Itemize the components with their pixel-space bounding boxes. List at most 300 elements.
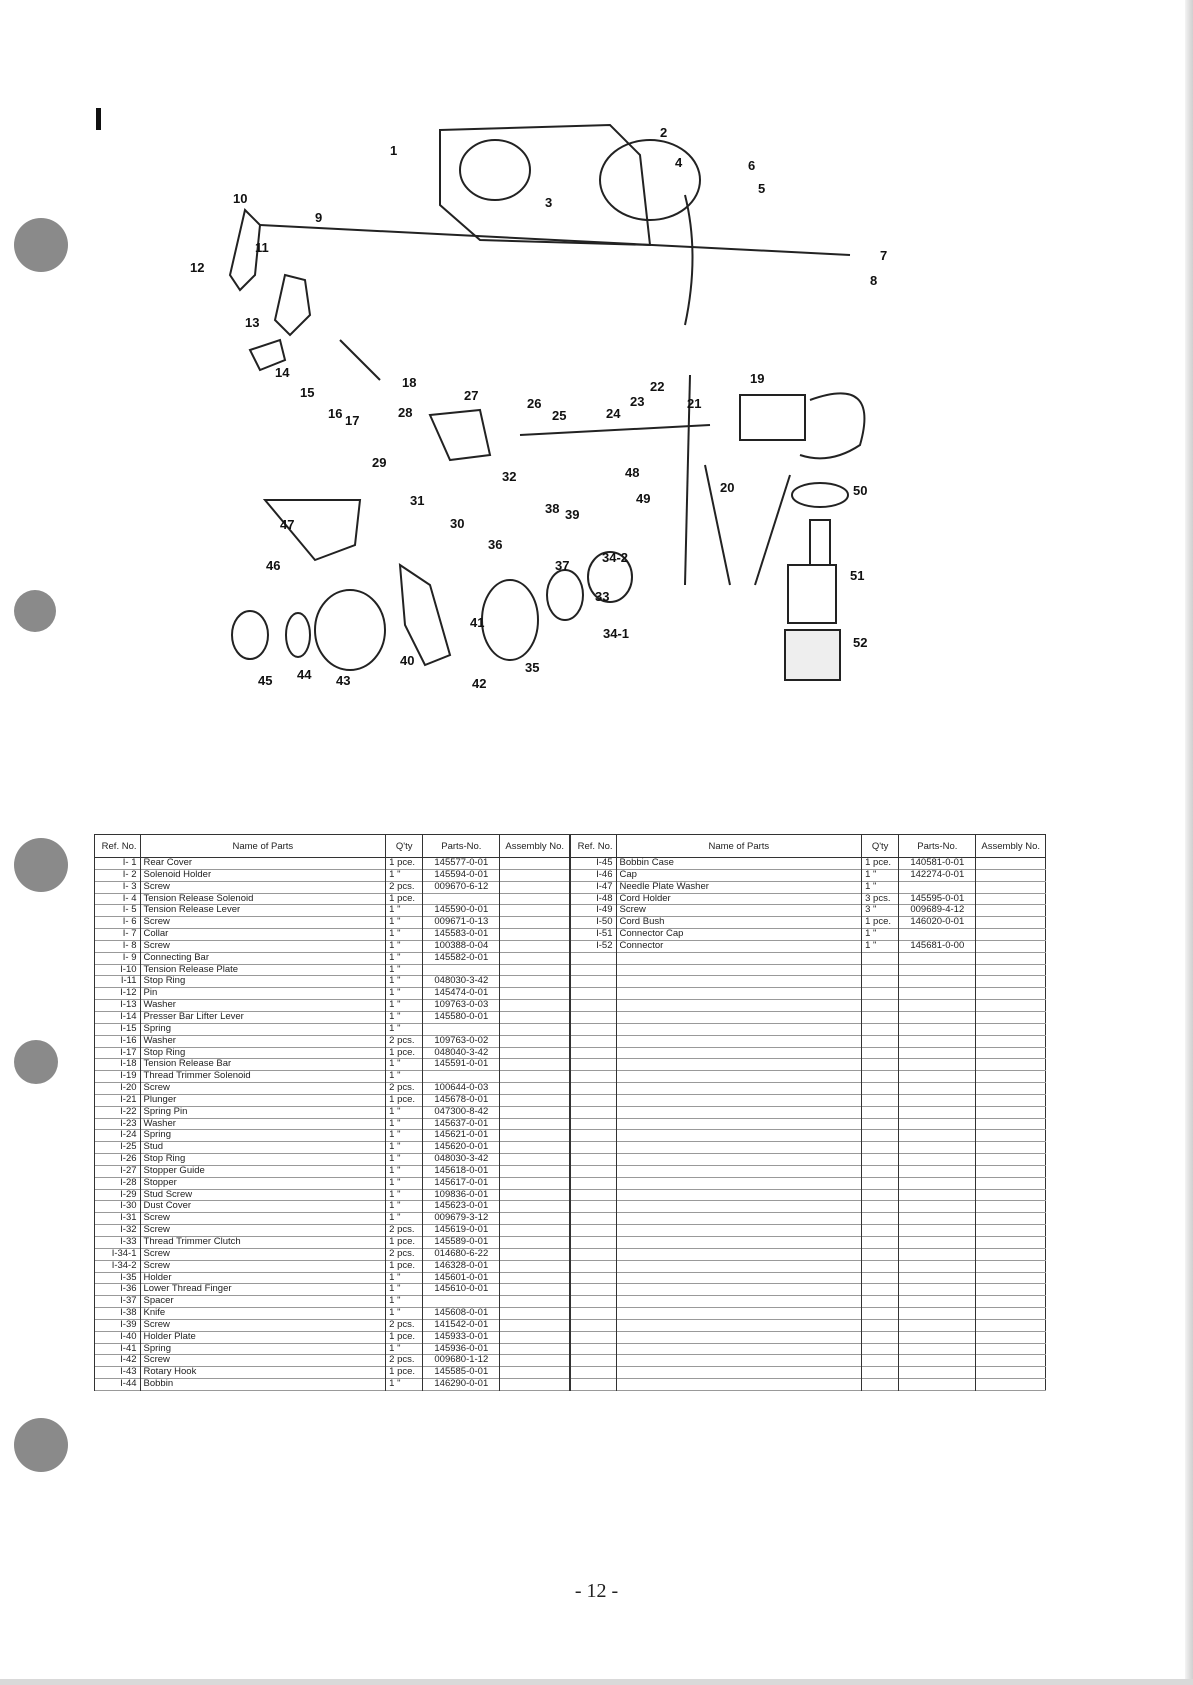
- cell-pn: 009679-3-12: [423, 1213, 500, 1225]
- cell-ref: I-17: [95, 1047, 141, 1059]
- cell-pn: 100388-0-04: [423, 940, 500, 952]
- cell-qty: [862, 1343, 899, 1355]
- cell-pn: 145678-0-01: [423, 1094, 500, 1106]
- svg-text:43: 43: [336, 673, 351, 688]
- cell-pn: 145601-0-01: [423, 1272, 500, 1284]
- cell-pn: 145933-0-01: [423, 1331, 500, 1343]
- header-qty: Q'ty: [386, 835, 423, 858]
- cell-qty: 1 pce.: [386, 1367, 423, 1379]
- cell-assembly: [976, 1284, 1046, 1296]
- cell-pn: 145618-0-01: [423, 1165, 500, 1177]
- cell-qty: [862, 1189, 899, 1201]
- svg-text:47: 47: [280, 517, 295, 532]
- cell-qty: 1 pce.: [386, 858, 423, 870]
- cell-pn: [899, 1319, 976, 1331]
- cell-ref: [570, 1106, 616, 1118]
- table-row: [95, 1177, 1046, 1189]
- cell-ref: I-30: [95, 1201, 141, 1213]
- cell-pn: 014680-6-22: [423, 1248, 500, 1260]
- cell-pn: [899, 1331, 976, 1343]
- svg-text:11: 11: [255, 240, 269, 255]
- cell-name: Stopper: [140, 1177, 386, 1189]
- cell-ref: [570, 964, 616, 976]
- cell-ref: I-47: [570, 881, 616, 893]
- svg-text:24: 24: [606, 406, 621, 421]
- binder-hole: [14, 218, 68, 272]
- cell-qty: [862, 1083, 899, 1095]
- cell-qty: 1 ": [386, 1343, 423, 1355]
- cell-qty: 1 ": [386, 1189, 423, 1201]
- cell-pn: [899, 1094, 976, 1106]
- cell-pn: 109763-0-02: [423, 1035, 500, 1047]
- cell-ref: I-45: [570, 858, 616, 870]
- svg-text:48: 48: [625, 465, 640, 480]
- cell-name: [616, 1035, 862, 1047]
- cell-name: Collar: [140, 929, 386, 941]
- cell-assembly: [976, 1106, 1046, 1118]
- cell-ref: [570, 1355, 616, 1367]
- cell-qty: [862, 988, 899, 1000]
- cell-pn: 145590-0-01: [423, 905, 500, 917]
- svg-text:26: 26: [527, 396, 542, 411]
- cell-qty: 1 ": [386, 940, 423, 952]
- table-row: [95, 1260, 1046, 1272]
- table-row: [95, 1284, 1046, 1296]
- cell-name: Stud Screw: [140, 1189, 386, 1201]
- cell-assembly: [500, 1106, 570, 1118]
- cell-qty: 1 ": [386, 1213, 423, 1225]
- svg-text:10: 10: [233, 191, 248, 206]
- cell-qty: 1 ": [386, 952, 423, 964]
- cell-ref: [570, 1177, 616, 1189]
- cell-qty: [862, 1308, 899, 1320]
- cell-pn: 009671-0-13: [423, 917, 500, 929]
- table-row: [95, 1083, 1046, 1095]
- cell-qty: [862, 1260, 899, 1272]
- page-edge-shadow: [1185, 0, 1193, 1685]
- cell-assembly: [976, 929, 1046, 941]
- cell-assembly: [976, 1047, 1046, 1059]
- cell-qty: [862, 1059, 899, 1071]
- cell-pn: [899, 1260, 976, 1272]
- cell-ref: I-35: [95, 1272, 141, 1284]
- svg-text:9: 9: [315, 210, 323, 225]
- cell-pn: [899, 1248, 976, 1260]
- table-row: [95, 881, 1046, 893]
- cell-pn: 141542-0-01: [423, 1319, 500, 1331]
- cell-ref: I-28: [95, 1177, 141, 1189]
- cell-assembly: [500, 1011, 570, 1023]
- solenoid-drawing: [600, 140, 700, 220]
- cell-assembly: [500, 893, 570, 905]
- cell-ref: [570, 1331, 616, 1343]
- cell-pn: [899, 1177, 976, 1189]
- cell-pn: [899, 1272, 976, 1284]
- cell-ref: [570, 952, 616, 964]
- cell-qty: [862, 1023, 899, 1035]
- cell-name: [616, 1248, 862, 1260]
- table-row: [95, 1237, 1046, 1249]
- cell-assembly: [500, 1272, 570, 1284]
- svg-text:13: 13: [245, 315, 260, 330]
- cell-pn: 145591-0-01: [423, 1059, 500, 1071]
- table-row: [95, 1118, 1046, 1130]
- cell-assembly: [500, 1225, 570, 1237]
- cell-assembly: [500, 1035, 570, 1047]
- cell-ref: I-34-2: [95, 1260, 141, 1272]
- cell-ref: I-25: [95, 1142, 141, 1154]
- svg-text:30: 30: [450, 516, 465, 531]
- cell-pn: [899, 1011, 976, 1023]
- cell-pn: [899, 1379, 976, 1391]
- cell-pn: 145619-0-01: [423, 1225, 500, 1237]
- cell-assembly: [976, 1083, 1046, 1095]
- header-name: Name of Parts: [140, 835, 386, 858]
- cell-assembly: [976, 1094, 1046, 1106]
- cell-qty: 1 ": [386, 988, 423, 1000]
- bobbin-drawing: [286, 613, 310, 657]
- svg-text:16: 16: [328, 406, 343, 421]
- cell-qty: [862, 1130, 899, 1142]
- table-row: [95, 1035, 1046, 1047]
- cell-name: [616, 1189, 862, 1201]
- cell-ref: [570, 1011, 616, 1023]
- cell-ref: [570, 1083, 616, 1095]
- cell-name: Holder: [140, 1272, 386, 1284]
- cell-qty: 1 pce.: [386, 1260, 423, 1272]
- cell-qty: [862, 1094, 899, 1106]
- cell-pn: [899, 1189, 976, 1201]
- cell-ref: I-26: [95, 1154, 141, 1166]
- cell-pn: [899, 1130, 976, 1142]
- cell-name: Bobbin: [140, 1379, 386, 1391]
- trimmer-solenoid-drawing: [740, 395, 805, 440]
- cell-name: Screw: [140, 1225, 386, 1237]
- cell-assembly: [976, 1379, 1046, 1391]
- cell-qty: 3 ": [862, 905, 899, 917]
- cell-assembly: [976, 1272, 1046, 1284]
- cell-ref: I-19: [95, 1071, 141, 1083]
- cell-assembly: [500, 1296, 570, 1308]
- cell-ref: I- 1: [95, 858, 141, 870]
- cell-qty: 1 ": [386, 1308, 423, 1320]
- table-row: [95, 1023, 1046, 1035]
- cell-pn: [899, 1296, 976, 1308]
- svg-text:25: 25: [552, 408, 567, 423]
- cell-assembly: [976, 1142, 1046, 1154]
- rear-cover-drawing: [440, 125, 650, 245]
- cell-ref: I- 8: [95, 940, 141, 952]
- cell-name: Cord Bush: [616, 917, 862, 929]
- cell-assembly: [500, 1047, 570, 1059]
- cell-qty: [862, 1071, 899, 1083]
- page-number: - 12 -: [574, 1580, 619, 1602]
- cell-assembly: [976, 1260, 1046, 1272]
- cell-name: [616, 1083, 862, 1095]
- svg-text:35: 35: [525, 660, 540, 675]
- cell-assembly: [500, 1071, 570, 1083]
- cell-name: Tension Release Bar: [140, 1059, 386, 1071]
- table-row: [95, 1047, 1046, 1059]
- cell-ref: I-18: [95, 1059, 141, 1071]
- cell-name: [616, 1142, 862, 1154]
- cell-name: Washer: [140, 1118, 386, 1130]
- svg-text:19: 19: [750, 371, 765, 386]
- cell-ref: I-14: [95, 1011, 141, 1023]
- binder-hole: [14, 1040, 58, 1084]
- page-bottom-edge: [0, 1679, 1193, 1685]
- table-row: [95, 1296, 1046, 1308]
- header-ref-no: Ref. No.: [570, 835, 616, 858]
- cell-pn: [899, 1071, 976, 1083]
- cell-name: Lower Thread Finger: [140, 1284, 386, 1296]
- table-row: [95, 1154, 1046, 1166]
- cell-name: [616, 1154, 862, 1166]
- cell-qty: 1 pce.: [386, 1331, 423, 1343]
- cell-assembly: [500, 905, 570, 917]
- cell-qty: 1 ": [386, 1142, 423, 1154]
- cell-qty: 1 ": [386, 1011, 423, 1023]
- cell-assembly: [500, 1059, 570, 1071]
- cell-pn: [899, 1154, 976, 1166]
- cell-qty: 1 ": [386, 869, 423, 881]
- cell-assembly: [500, 940, 570, 952]
- cell-ref: I- 5: [95, 905, 141, 917]
- cell-assembly: [500, 1379, 570, 1391]
- svg-text:4: 4: [675, 155, 683, 170]
- cell-name: Rear Cover: [140, 858, 386, 870]
- svg-text:39: 39: [565, 507, 580, 522]
- table-row: [95, 1319, 1046, 1331]
- cell-qty: 1 ": [386, 1177, 423, 1189]
- cell-qty: 1 ": [386, 1284, 423, 1296]
- cell-pn: 146290-0-01: [423, 1379, 500, 1391]
- cell-assembly: [976, 976, 1046, 988]
- cell-ref: I-41: [95, 1343, 141, 1355]
- cell-qty: 1 ": [386, 1379, 423, 1391]
- cell-ref: I-37: [95, 1296, 141, 1308]
- cell-ref: [570, 1272, 616, 1284]
- svg-text:45: 45: [258, 673, 273, 688]
- cell-qty: [862, 1142, 899, 1154]
- cell-ref: I-29: [95, 1189, 141, 1201]
- svg-text:40: 40: [400, 653, 415, 668]
- cell-ref: [570, 1142, 616, 1154]
- cell-assembly: [500, 1094, 570, 1106]
- cell-name: Spacer: [140, 1296, 386, 1308]
- cell-ref: I-52: [570, 940, 616, 952]
- cell-qty: 1 pce.: [862, 858, 899, 870]
- cell-name: [616, 1367, 862, 1379]
- cell-ref: I-15: [95, 1023, 141, 1035]
- svg-text:15: 15: [300, 385, 315, 400]
- cell-name: [616, 1011, 862, 1023]
- header-ref-no: Ref. No.: [95, 835, 141, 858]
- cell-ref: I-23: [95, 1118, 141, 1130]
- cell-ref: I- 3: [95, 881, 141, 893]
- cell-ref: I-20: [95, 1083, 141, 1095]
- cell-ref: [570, 1059, 616, 1071]
- cell-pn: 048030-3-42: [423, 1154, 500, 1166]
- cell-qty: [862, 1331, 899, 1343]
- svg-text:52: 52: [853, 635, 868, 650]
- cell-pn: [899, 1237, 976, 1249]
- cell-assembly: [500, 1177, 570, 1189]
- cell-assembly: [976, 917, 1046, 929]
- cell-qty: 2 pcs.: [386, 881, 423, 893]
- cell-qty: 2 pcs.: [386, 1083, 423, 1095]
- cell-pn: [423, 1296, 500, 1308]
- cell-pn: 145577-0-01: [423, 858, 500, 870]
- header-assembly: Assembly No.: [976, 835, 1046, 858]
- cell-assembly: [500, 1260, 570, 1272]
- cell-pn: 009689-4-12: [899, 905, 976, 917]
- svg-text:3: 3: [545, 195, 553, 210]
- cell-pn: 109836-0-01: [423, 1189, 500, 1201]
- cell-assembly: [500, 869, 570, 881]
- cell-qty: [862, 1248, 899, 1260]
- connecting-bar-drawing: [260, 225, 850, 255]
- cell-assembly: [976, 1213, 1046, 1225]
- cell-name: [616, 952, 862, 964]
- binder-hole: [14, 590, 56, 632]
- cell-name: Screw: [140, 1319, 386, 1331]
- cell-qty: [862, 964, 899, 976]
- cell-name: [616, 1296, 862, 1308]
- cell-ref: [570, 1319, 616, 1331]
- cell-pn: [899, 929, 976, 941]
- table-row: [95, 1106, 1046, 1118]
- cell-qty: 1 ": [386, 1106, 423, 1118]
- cell-pn: [423, 1023, 500, 1035]
- svg-text:34-1: 34-1: [603, 626, 630, 641]
- cell-pn: 142274-0-01: [899, 869, 976, 881]
- table-row: [95, 1000, 1046, 1012]
- cell-pn: [899, 1367, 976, 1379]
- cell-qty: [862, 1379, 899, 1391]
- cell-qty: [862, 1011, 899, 1023]
- cell-ref: I-11: [95, 976, 141, 988]
- cell-name: [616, 1379, 862, 1391]
- table-row: [95, 952, 1046, 964]
- cell-name: Spring: [140, 1023, 386, 1035]
- cell-qty: [862, 1237, 899, 1249]
- cell-name: [616, 976, 862, 988]
- cell-assembly: [976, 1248, 1046, 1260]
- svg-text:29: 29: [372, 455, 387, 470]
- cell-assembly: [500, 1343, 570, 1355]
- header-qty: Q'ty: [862, 835, 899, 858]
- cell-ref: [570, 1308, 616, 1320]
- cell-qty: 1 ": [862, 869, 899, 881]
- cell-name: [616, 1343, 862, 1355]
- table-row: [95, 1142, 1046, 1154]
- cell-ref: [570, 1201, 616, 1213]
- cell-assembly: [500, 881, 570, 893]
- cell-assembly: [976, 1118, 1046, 1130]
- cell-assembly: [976, 1165, 1046, 1177]
- cell-name: Spring: [140, 1343, 386, 1355]
- cell-name: Thread Trimmer Clutch: [140, 1237, 386, 1249]
- cell-qty: 2 pcs.: [386, 1225, 423, 1237]
- cell-name: Screw: [140, 1260, 386, 1272]
- cell-name: [616, 1319, 862, 1331]
- parts-list-table: [94, 834, 1046, 1391]
- cell-qty: 1 ": [862, 940, 899, 952]
- cell-qty: [862, 1047, 899, 1059]
- cell-assembly: [976, 1225, 1046, 1237]
- cell-pn: [899, 1308, 976, 1320]
- cell-pn: 145589-0-01: [423, 1237, 500, 1249]
- table-row: [95, 1272, 1046, 1284]
- cell-ref: [570, 1071, 616, 1083]
- cell-qty: [862, 1000, 899, 1012]
- cell-assembly: [976, 1130, 1046, 1142]
- svg-text:22: 22: [650, 379, 665, 394]
- cell-ref: I-38: [95, 1308, 141, 1320]
- svg-text:37: 37: [555, 558, 570, 573]
- cell-qty: [862, 1225, 899, 1237]
- svg-text:6: 6: [748, 158, 756, 173]
- table-row: [95, 1094, 1046, 1106]
- cell-pn: 100644-0-03: [423, 1083, 500, 1095]
- cell-qty: 1 pce.: [386, 893, 423, 905]
- cell-ref: [570, 988, 616, 1000]
- cell-assembly: [976, 1189, 1046, 1201]
- cell-qty: 1 pce.: [386, 1237, 423, 1249]
- cell-pn: [899, 881, 976, 893]
- cell-ref: [570, 1367, 616, 1379]
- cell-assembly: [976, 1296, 1046, 1308]
- cell-ref: [570, 1379, 616, 1391]
- cell-qty: 1 ": [386, 1059, 423, 1071]
- cell-assembly: [500, 1189, 570, 1201]
- cell-assembly: [976, 1331, 1046, 1343]
- cell-assembly: [500, 1130, 570, 1142]
- cell-name: Screw: [140, 917, 386, 929]
- cell-ref: [570, 1035, 616, 1047]
- cell-pn: 009680-1-12: [423, 1355, 500, 1367]
- cell-qty: [862, 1165, 899, 1177]
- cell-assembly: [976, 869, 1046, 881]
- cell-ref: [570, 1213, 616, 1225]
- cell-name: Cap: [616, 869, 862, 881]
- cell-qty: [862, 1367, 899, 1379]
- cell-ref: I-16: [95, 1035, 141, 1047]
- cell-ref: [570, 976, 616, 988]
- table-header-row: [95, 835, 1046, 858]
- svg-text:18: 18: [402, 375, 417, 390]
- cell-pn: [899, 1355, 976, 1367]
- cell-assembly: [500, 858, 570, 870]
- table-row: [95, 1355, 1046, 1367]
- cell-assembly: [500, 1367, 570, 1379]
- cell-name: [616, 1177, 862, 1189]
- cell-name: [616, 1130, 862, 1142]
- cell-name: [616, 1071, 862, 1083]
- cell-pn: 145594-0-01: [423, 869, 500, 881]
- cell-ref: I- 4: [95, 893, 141, 905]
- cell-qty: [862, 1106, 899, 1118]
- cell-qty: [862, 1272, 899, 1284]
- cell-name: Washer: [140, 1000, 386, 1012]
- cell-assembly: [500, 1284, 570, 1296]
- table-row: [95, 917, 1046, 929]
- cell-qty: 1 ": [862, 881, 899, 893]
- cell-pn: [899, 1118, 976, 1130]
- cell-ref: I-32: [95, 1225, 141, 1237]
- header-assembly: Assembly No.: [500, 835, 570, 858]
